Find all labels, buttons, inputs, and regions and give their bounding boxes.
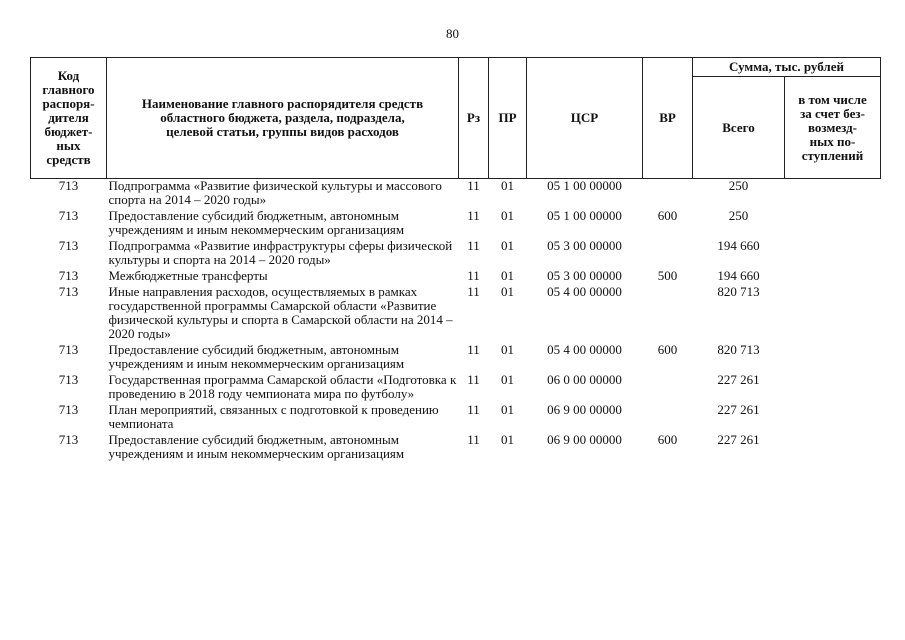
cell-code: 713 [58, 432, 79, 447]
table-row [31, 209, 881, 239]
cell-total: 250 [728, 178, 749, 193]
cell-free [785, 433, 881, 463]
cell-csr: 06 9 00 00000 [547, 432, 622, 447]
cell-code: 713 [58, 268, 79, 283]
cell-csr: 05 1 00 00000 [547, 208, 622, 223]
cell-pr: 01 [501, 208, 514, 223]
cell-rz: 11 [467, 178, 480, 193]
cell-name: Подпрограмма «Развитие физической культуры и массового спорта на 2014 – 2020 годы» [108, 178, 442, 207]
table-row [31, 403, 881, 433]
header-code: Код главного распоря- дителя бюджет- ных средств [31, 58, 107, 179]
cell-code: 713 [58, 342, 79, 357]
cell-code: 713 [58, 372, 79, 387]
budget-table [30, 57, 881, 463]
cell-pr: 01 [501, 402, 514, 417]
header-total: Всего [693, 77, 785, 179]
cell-csr: 05 4 00 00000 [547, 342, 622, 357]
cell-vr: 600 [657, 342, 678, 357]
cell-code: 713 [58, 238, 79, 253]
cell-vr: 600 [657, 432, 678, 447]
cell-free [785, 285, 881, 343]
cell-rz: 11 [467, 208, 480, 223]
cell-vr: 600 [657, 208, 678, 223]
header-name: Наименование главного распорядителя средств областного бюджета, раздела, подраздела, целевой статьи, группы видов расходов [107, 58, 459, 179]
cell-pr: 01 [501, 238, 514, 253]
header-free: в том числе за счет без- возмезд- ных по- ступлений [785, 77, 881, 179]
cell-rz: 11 [467, 342, 480, 357]
cell-vr [643, 403, 693, 433]
header-rz: Рз [459, 58, 489, 179]
cell-code: 713 [58, 208, 79, 223]
cell-rz: 11 [467, 372, 480, 387]
cell-total: 194 660 [717, 238, 760, 253]
cell-free [785, 343, 881, 373]
cell-pr: 01 [501, 432, 514, 447]
table-row [31, 373, 881, 403]
table-row [31, 269, 881, 285]
cell-name: Государственная программа Самарской области «Подготовка к проведению в 2018 году чемпионата мира по футболу» [108, 372, 457, 401]
cell-csr: 06 0 00 00000 [547, 372, 622, 387]
page-number: 80 [446, 26, 459, 41]
cell-name: План мероприятий, связанных с подготовкой к проведению чемпионата [108, 402, 439, 431]
cell-free [785, 179, 881, 210]
table-body [31, 179, 881, 464]
cell-free [785, 209, 881, 239]
cell-total: 820 713 [717, 342, 760, 357]
cell-pr: 01 [501, 268, 514, 283]
table-header [31, 58, 881, 179]
cell-csr: 06 9 00 00000 [547, 402, 622, 417]
table-row [31, 343, 881, 373]
cell-code: 713 [58, 178, 79, 193]
table-row [31, 433, 881, 463]
cell-pr: 01 [501, 342, 514, 357]
header-pr: ПР [489, 58, 527, 179]
cell-vr [643, 285, 693, 343]
cell-vr: 500 [657, 268, 678, 283]
cell-total: 227 261 [717, 402, 760, 417]
header-csr: ЦСР [527, 58, 643, 179]
cell-name: Подпрограмма «Развитие инфраструктуры сферы физической культуры и спорта на 2014 – 2020 годы» [108, 238, 453, 267]
cell-total: 250 [728, 208, 749, 223]
cell-code: 713 [58, 284, 79, 299]
cell-rz: 11 [467, 402, 480, 417]
cell-code: 713 [58, 402, 79, 417]
cell-csr: 05 3 00 00000 [547, 238, 622, 253]
cell-pr: 01 [501, 372, 514, 387]
cell-name: Межбюджетные трансферты [108, 268, 268, 283]
cell-csr: 05 1 00 00000 [547, 178, 622, 193]
cell-name: Предоставление субсидий бюджетным, автономным учреждениям и иным некоммерческим организациям [108, 208, 405, 237]
cell-name: Предоставление субсидий бюджетным, автономным учреждениям и иным некоммерческим организациям [108, 342, 405, 371]
cell-total: 227 261 [717, 432, 760, 447]
cell-free [785, 239, 881, 269]
cell-vr [643, 373, 693, 403]
table-row [31, 239, 881, 269]
cell-total: 227 261 [717, 372, 760, 387]
cell-vr [643, 239, 693, 269]
cell-name: Иные направления расходов, осуществляемых в рамках государственной программы Самарской области «Развитие физической культуры и спорта в Самарской области на 2014 – 2020 годы» [108, 284, 453, 341]
cell-free [785, 403, 881, 433]
cell-rz: 11 [467, 268, 480, 283]
header-vr: ВР [643, 58, 693, 179]
cell-csr: 05 4 00 00000 [547, 284, 622, 299]
header-sum: Сумма, тыс. рублей [693, 58, 881, 77]
cell-name: Предоставление субсидий бюджетным, автономным учреждениям и иным некоммерческим организациям [108, 432, 405, 461]
cell-total: 820 713 [717, 284, 760, 299]
cell-rz: 11 [467, 432, 480, 447]
cell-csr: 05 3 00 00000 [547, 268, 622, 283]
cell-rz: 11 [467, 284, 480, 299]
cell-pr: 01 [501, 178, 514, 193]
cell-free [785, 269, 881, 285]
table-row [31, 179, 881, 210]
cell-vr [643, 179, 693, 210]
cell-total: 194 660 [717, 268, 760, 283]
cell-free [785, 373, 881, 403]
cell-pr: 01 [501, 284, 514, 299]
cell-rz: 11 [467, 238, 480, 253]
table-row [31, 285, 881, 343]
